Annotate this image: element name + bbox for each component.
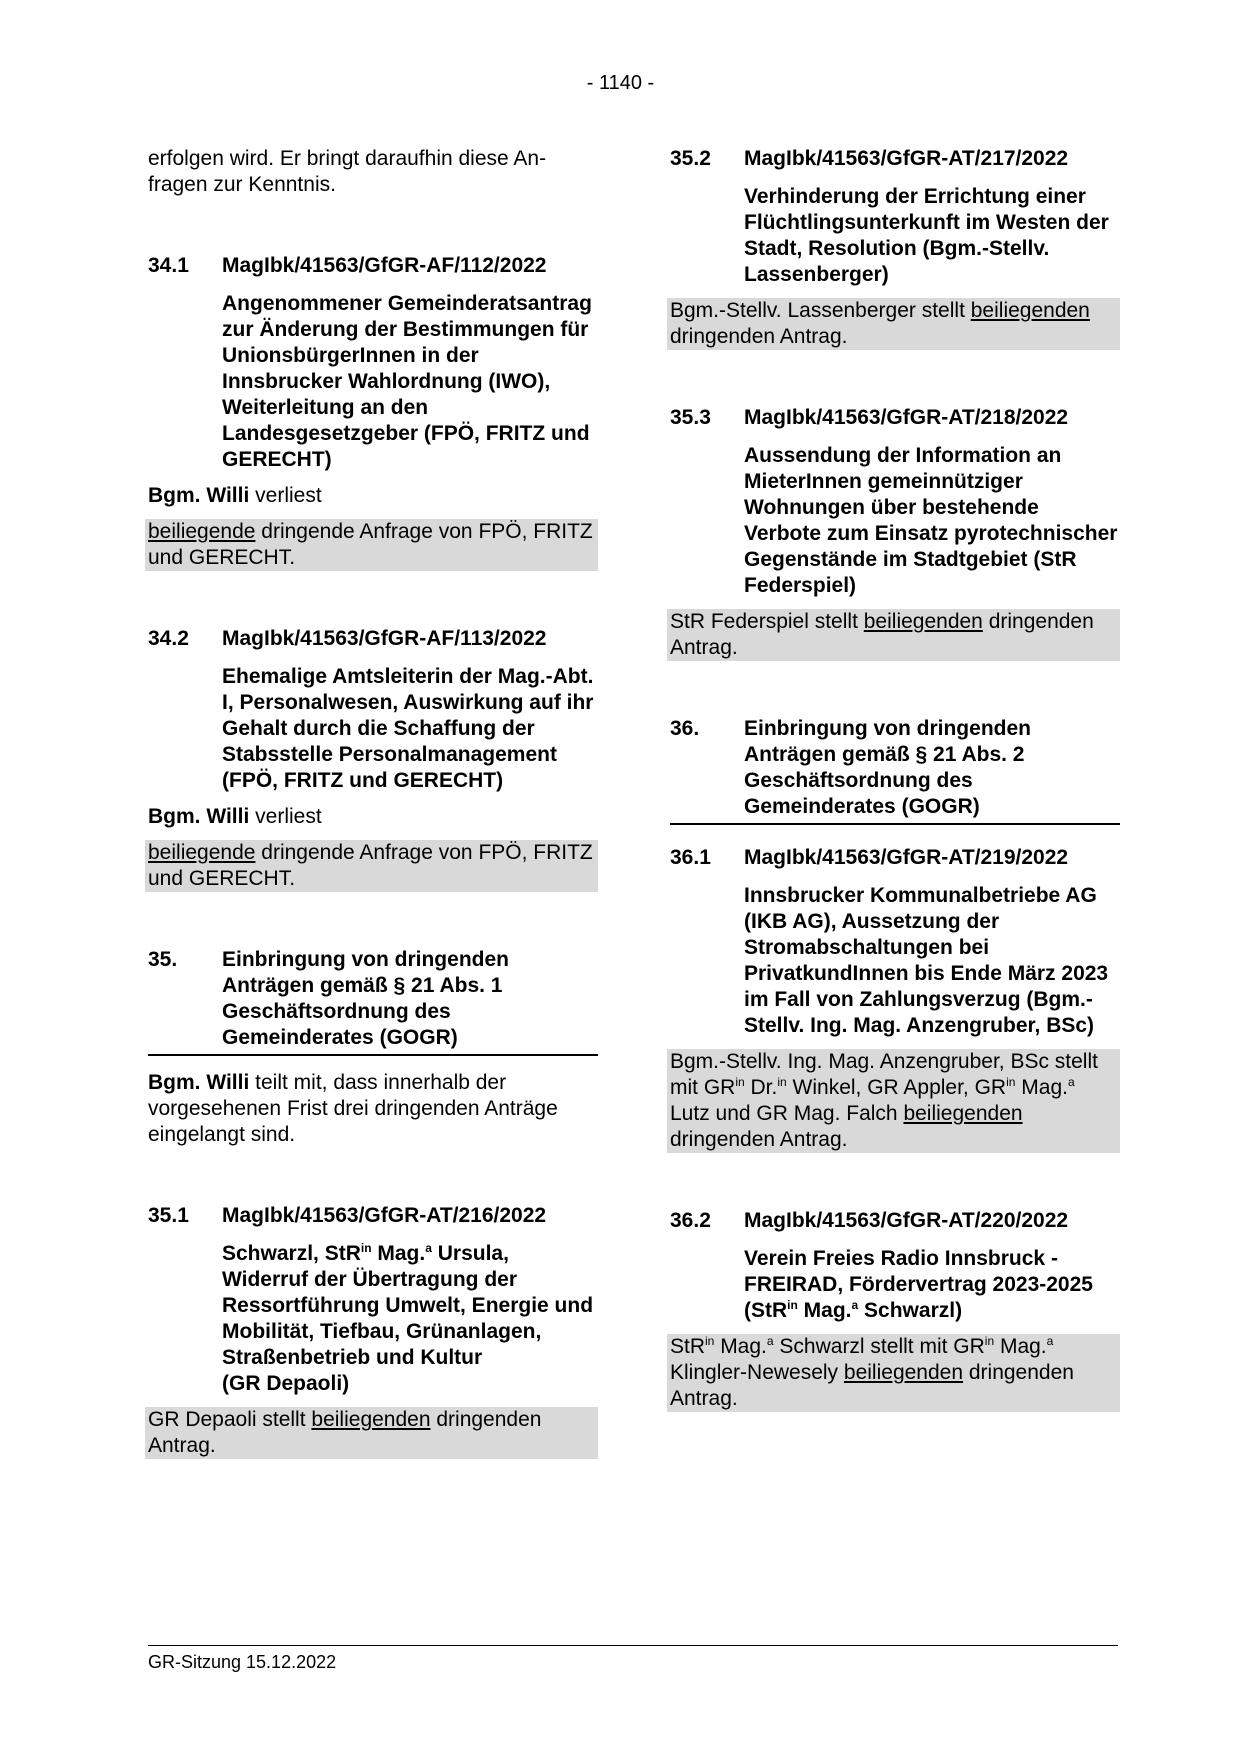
- action-rest: dringende Anfrage von FPÖ, FRITZ und GERECHT.: [148, 520, 593, 569]
- speaker-verb: verliest: [249, 805, 322, 828]
- section-heading: [670, 716, 1120, 825]
- item-title: Verhinderung der Errichtung einer Flüchtlingsunterkunft im Westen der Stadt, Resolution (Bgm.-Stellv. Lassenberger): [744, 185, 1109, 286]
- item-code: MagIbk/41563/GfGR-AT/219/2022: [744, 846, 1069, 869]
- item-number: 34.1: [148, 254, 189, 277]
- attachment-link[interactable]: beiliegenden: [843, 1361, 964, 1384]
- speaker-verb: verliest: [249, 484, 322, 507]
- item-number: 35.3: [670, 406, 711, 429]
- section-35: [148, 947, 598, 1148]
- agenda-item-35-1: [148, 1203, 598, 1459]
- section-title: Einbringung von dringenden Anträgen gemäß § 21 Abs. 1 Geschäftsordnung des Gemeinderates (GOGR): [222, 948, 509, 1049]
- item-number: 36.1: [670, 846, 711, 869]
- section-number: 35.: [148, 948, 178, 971]
- agenda-item-35-2: [670, 146, 1120, 350]
- attachment-link[interactable]: beiliegenden: [903, 1102, 1023, 1125]
- item-code: MagIbk/41563/GfGR-AT/220/2022: [744, 1209, 1069, 1232]
- agenda-item-36-2: [670, 1208, 1120, 1412]
- item-action-text: [145, 840, 598, 892]
- item-code: MagIbk/41563/GfGR-AF/112/2022: [222, 254, 547, 277]
- action-rest: dringende Anfrage von FPÖ, FRITZ und GERECHT.: [148, 841, 593, 890]
- item-title: Verein Freies Radio Innsbruck - FREIRAD, Fördervertrag 2023-2025 (StR$^{in}$ Mag.$^a$ Schwarzl): [744, 1247, 1093, 1322]
- item-number: 35.2: [670, 147, 711, 170]
- speaker-name: Bgm. Willi: [148, 1071, 250, 1094]
- item-action-text: StR$^{in}$ Mag.$^a$ Schwarzl stellt mit $GR^{in}$ Mag.$^a$ Klingler-Newesely beiliegenden dringenden Antrag.: [667, 1334, 1120, 1412]
- section-heading: [148, 947, 598, 1056]
- item-code: MagIbk/41563/GfGR-AT/218/2022: [744, 406, 1069, 429]
- section-36: [670, 716, 1120, 825]
- item-action-text: StR Federspiel stellt beiliegenden dringenden Antrag.: [667, 609, 1120, 661]
- intro-text: erfolgen wird. Er bringt daraufhin diese An-fragen zur Kenntnis.: [148, 147, 547, 196]
- right-column: [670, 146, 1120, 1412]
- speaker-name: Bgm. Willi: [148, 805, 250, 828]
- agenda-item-36-1: [670, 845, 1120, 1153]
- section-number: 36.: [670, 717, 700, 740]
- page-number: - 1140 -: [586, 72, 655, 94]
- item-title: Ehemalige Amtsleiterin der Mag.-Abt. I, Personalwesen, Auswirkung auf ihr Gehalt durch die Schaffung der Stabsstelle Personalmanagement (FPÖ, FRITZ und GERECHT): [222, 665, 594, 792]
- footer-text: GR-Sitzung 15.12.2022: [148, 1652, 337, 1672]
- item-action-text: Bgm.-Stellv. Ing. Mag. Anzengruber, BSc stellt mit $GR^{in}$ Dr.$^{in}$ Winkel, GR Appler, $GR^{in}$ Mag.$^a$ Lutz und GR Mag. Falch beiliegenden dringenden Antrag.: [667, 1049, 1120, 1153]
- item-speaker-line: [148, 804, 598, 830]
- item-number: 35.1: [148, 1204, 189, 1227]
- section-title: Einbringung von dringenden Anträgen gemäß § 21 Abs. 2 Geschäftsordnung des Gemeinderates (GOGR): [744, 717, 1031, 818]
- item-title: Angenommener Gemeinderatsantrag zur Änderung der Bestimmungen für UnionsbürgerInnen in der Innsbrucker Wahlordnung (IWO), Weiterleitung an den Landesgesetzgeber (FPÖ, FRITZ und GERECHT): [222, 292, 592, 471]
- item-action-text: GR Depaoli stellt beiliegenden dringenden Antrag.: [145, 1407, 598, 1459]
- attachment-link[interactable]: beiliegende: [148, 520, 256, 543]
- left-column: [148, 146, 598, 1459]
- section-body: teilt mit, dass innerhalb der vorgesehenen Frist drei dringenden Anträge eingelangt sind.: [148, 1071, 558, 1146]
- item-action-text: Bgm.-Stellv. Lassenberger stellt beiliegenden dringenden Antrag.: [667, 298, 1120, 350]
- item-speaker-line: [148, 483, 598, 509]
- item-code: MagIbk/41563/GfGR-AT/217/2022: [744, 147, 1069, 170]
- attachment-link[interactable]: beiliegenden: [863, 610, 983, 633]
- item-number: 34.2: [148, 627, 189, 650]
- agenda-item-34-1: [148, 253, 598, 571]
- item-code: MagIbk/41563/GfGR-AF/113/2022: [222, 627, 547, 650]
- speaker-name: Bgm. Willi: [148, 484, 250, 507]
- attachment-link[interactable]: beiliegenden: [970, 299, 1090, 322]
- agenda-item-34-2: [148, 626, 598, 892]
- footer-rule: [148, 1645, 1118, 1646]
- item-title: Schwarzl, StR$^{in}$ Mag.$^a$ Ursula, Widerruf der Übertragung der Ressortführung Umwelt, Energie und Mobilität, Tiefbau, Grünanlagen, Straßenbetrieb und Kultur (GR Depaoli): [222, 1241, 594, 1395]
- attachment-link[interactable]: beiliegende: [148, 841, 256, 864]
- item-number: 36.2: [670, 1209, 711, 1232]
- attachment-link[interactable]: beiliegenden: [311, 1408, 431, 1431]
- item-code: MagIbk/41563/GfGR-AT/216/2022: [222, 1204, 547, 1227]
- item-title: Innsbrucker Kommunalbetriebe AG (IKB AG), Aussetzung der Stromabschaltungen bei PrivatkundInnen bis Ende März 2023 im Fall von Zahlungsverzug (Bgm.-Stellv. Ing. Mag. Anzengruber, BSc): [744, 884, 1109, 1037]
- item-title: Aussendung der Information an MieterInnen gemeinnütziger Wohnungen über bestehende Verbote zum Einsatz pyrotechnischer Gegenstände im Stadtgebiet (StR Federspiel): [744, 444, 1118, 597]
- item-action-text: [145, 519, 598, 571]
- section-text: [148, 1070, 598, 1148]
- agenda-item-35-3: [670, 405, 1120, 661]
